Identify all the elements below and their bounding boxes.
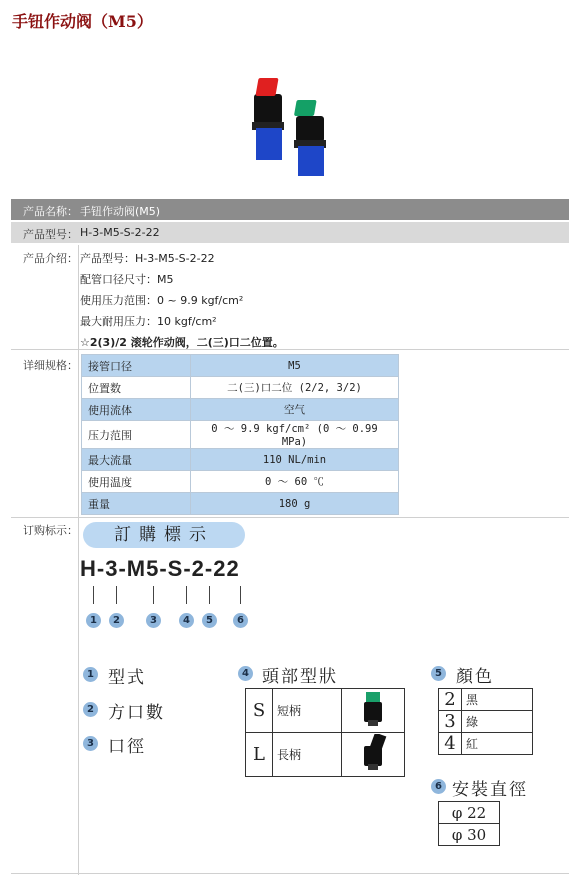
callout-2: 2 [109,613,124,628]
spec-key: 压力范围 [82,421,191,449]
callout-tick [186,586,187,604]
mount-table [438,801,500,846]
product-name-label: 产品名称： [23,205,78,218]
color-code: 3 [439,711,462,733]
shape-desc: 長柄 [273,733,342,777]
spec-value: 180 g [191,493,399,515]
legend-num: 4 [238,666,253,681]
spec-value: 0 ～ 60 ℃ [191,471,399,493]
product-name-value: 手钮作动阀(M5) [80,205,161,218]
spec-row [82,355,399,377]
callout-6: 6 [233,613,248,628]
spec-value: 空气 [191,399,399,421]
color-desc: 黑 [462,689,533,711]
legend-num: 3 [83,736,98,751]
callout-3: 3 [146,613,161,628]
callout-tick [93,586,94,604]
spec-key: 接管口径 [82,355,191,377]
legend-text: 口徑 [108,737,146,757]
legend-num: 5 [431,666,446,681]
head-shape-row [246,689,405,733]
color-row [439,689,533,711]
legend-text: 方口數 [108,703,165,723]
spec-value: M5 [191,355,399,377]
intro-line: 使用压力范围：0 ~ 9.9 kgf/cm² [80,294,244,307]
spec-value: 二(三)口二位 (2/2, 3/2) [191,377,399,399]
legend-num: 2 [83,702,98,717]
product-photo [240,70,340,180]
divider [11,349,569,350]
long-handle-icon [358,734,388,772]
mount-row [439,824,500,846]
callout-5: 5 [202,613,217,628]
color-code: 2 [439,689,462,711]
order-label: 订购标示： [23,524,78,537]
legend-num: 1 [83,667,98,682]
legend-text: 型式 [108,668,146,688]
spec-row [82,471,399,493]
color-code: 4 [439,733,462,755]
short-handle-icon [358,690,388,728]
callout-4: 4 [179,613,194,628]
shape-image [342,733,405,777]
column-divider [78,245,79,875]
shape-image [342,689,405,733]
intro-line: 最大耐用压力：10 kgf/cm² [80,315,217,328]
ordering-banner: 訂購標示 [83,522,245,548]
spec-table [81,354,399,515]
spec-row [82,377,399,399]
product-intro-label: 产品介绍： [23,252,78,265]
mount-size: φ 22 [439,802,500,824]
head-shape-table [245,688,405,777]
spec-row [82,493,399,515]
callout-tick [116,586,117,604]
spec-value: 110 NL/min [191,449,399,471]
spec-key: 使用流体 [82,399,191,421]
spec-key: 重量 [82,493,191,515]
intro-line: 配管口径尺寸：M5 [80,273,174,286]
head-shape-title: 頭部型狀 [262,667,338,687]
color-desc: 紅 [462,733,533,755]
intro-line: 产品型号：H-3-M5-S-2-22 [80,252,215,265]
shape-code: S [246,689,273,733]
product-model-label: 产品型号： [23,228,78,241]
spec-row [82,399,399,421]
color-desc: 綠 [462,711,533,733]
product-model-value: H-3-M5-S-2-22 [80,226,160,239]
color-title: 顏色 [456,667,494,687]
callout-tick [153,586,154,604]
mount-size: φ 30 [439,824,500,846]
head-shape-row [246,733,405,777]
divider [11,873,569,874]
spec-key: 最大流量 [82,449,191,471]
callout-1: 1 [86,613,101,628]
shape-desc: 短柄 [273,689,342,733]
spec-key: 位置数 [82,377,191,399]
color-row [439,733,533,755]
order-code: H-3-M5-S-2-22 [80,556,240,581]
color-table [438,688,533,755]
spec-value: 0 ～ 9.9 kgf/cm² (0 ～ 0.99 MPa) [191,421,399,449]
color-row [439,711,533,733]
intro-feature: ☆2(3)/2 滚轮作动阀，二(三)口二位置。 [80,336,284,349]
page-title: 手钮作动阀（M5） [12,12,153,31]
callout-tick [240,586,241,604]
spec-key: 使用温度 [82,471,191,493]
spec-row [82,421,399,449]
shape-code: L [246,733,273,777]
ordering-diagram [80,518,550,870]
legend-num: 6 [431,779,446,794]
callout-tick [209,586,210,604]
mount-row [439,802,500,824]
mount-title: 安裝直徑 [452,780,528,800]
spec-row [82,449,399,471]
spec-label: 详细规格： [23,359,78,372]
